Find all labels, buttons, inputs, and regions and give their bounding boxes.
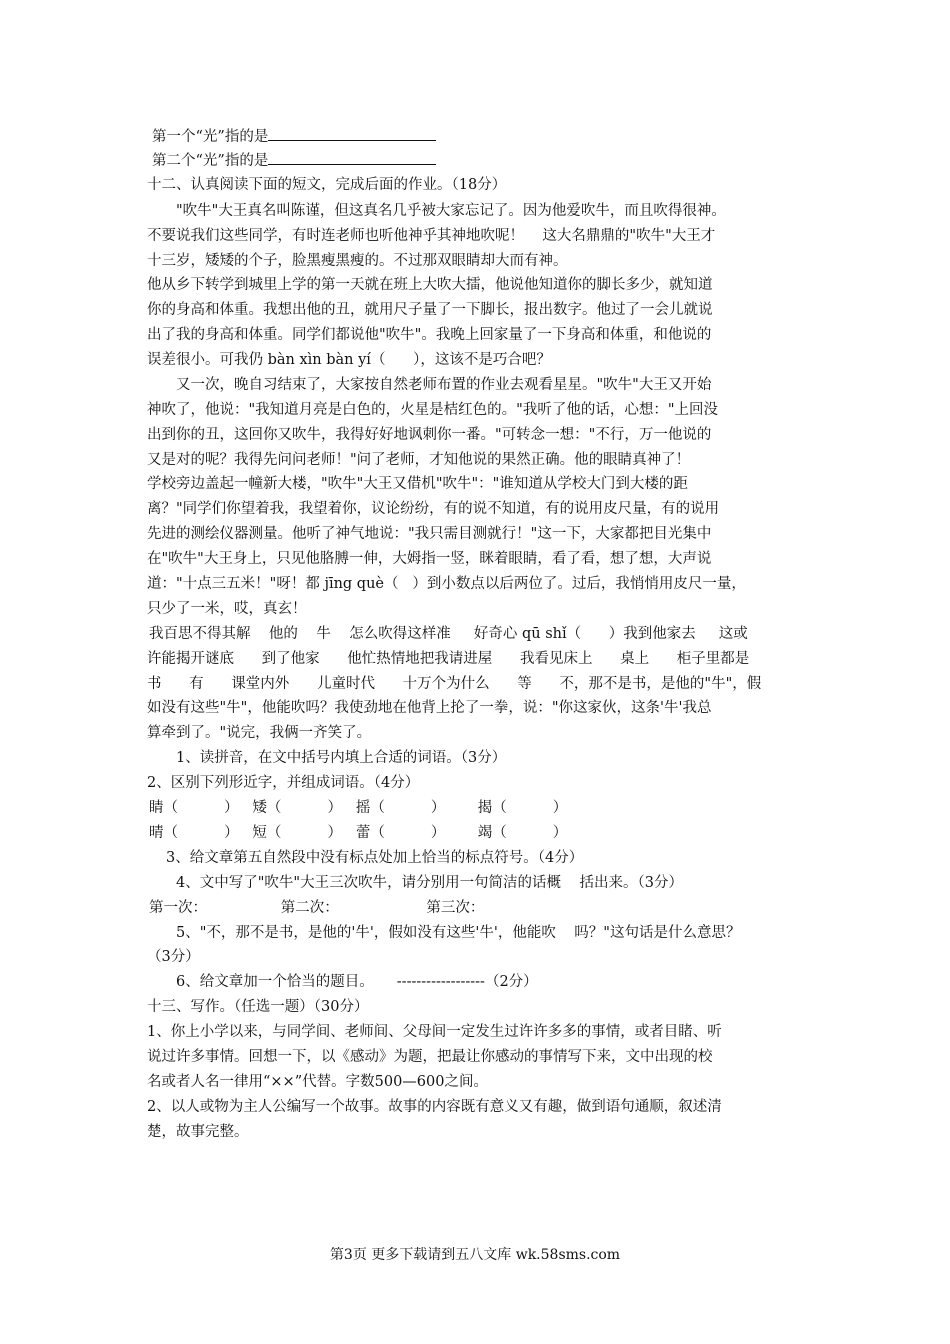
passage-line: 只少了一米，哎，真玄！ [147,601,307,617]
section-12-heading: 十二、认真阅读下面的短文，完成后面的作业。（18分） [147,177,507,193]
fill-blank-line-1: 第一个“光”指的是 [0,127,950,146]
prompt-line: 名或者人名一律用“××”代替。字数500—600之间。 [147,1074,488,1090]
passage-line: 先进的测绘仪器测量。他听了神气地说："我只需目测就行！"这一下，大家都把目光集中 [147,526,712,542]
page-footer: 第3页 更多下载请到五八文库 wk.58sms.com [329,1247,621,1263]
question-1: 1、读拼音，在文中括号内填上合适的词语。（3分） [176,750,507,766]
question-4: 4、文中写了"吹牛"大王三次吹牛，请分别用一句简洁的话概 括出来。（3分） [176,875,683,891]
question-5-score: （3分） [147,949,200,965]
char-row-2: 晴（ ） 短（ ） 蕾（ ） 竭（ ） [149,825,568,841]
question-6: 6、给文章加一个恰当的题目。 ------------------（2分） [176,974,538,990]
passage-line: 算牵到了。"说完，我俩一齐笑了。 [147,725,372,741]
question-2: 2、区别下列形近字，并组成词语。（4分） [147,775,420,791]
answer-blank-2[interactable] [268,151,436,165]
passage-line: 在"吹牛"大王身上，只见他胳膊一伸，大姆指一竖，眯着眼睛，看了看，想了想，大声说 [147,551,712,567]
passage-line: 十三岁，矮矮的个子，脸黑瘦黑瘦的。不过那双眼睛却大而有神。 [147,253,568,269]
passage-line: 道："十点三五米！"呀！都 jīng què（ ）到小数点以后两位了。过后，我悄悄用皮尺一量， [147,576,746,592]
prompt-line: 楚，故事完整。 [147,1124,249,1140]
prompt-line: 说过许多事情。回想一下，以《感动》为题，把最让你感动的事情写下来，文中出现的校 [147,1049,713,1065]
passage-line: 学校旁边盖起一幢新大楼，"吹牛"大王又借机"吹牛"："谁知道从学校大门到大楼的距 [147,476,688,492]
passage-line: 我百思不得其解 他的 牛 怎么吹得这样准 好奇心 qū shǐ（ ）我到他家去 这或 [149,626,748,642]
passage-line: 许能揭开谜底 到了他家 他忙热情地把我请进屋 我看见床上 桌上 柜子里都是 [147,651,750,667]
fill-blank-line-2: 第二个“光”指的是 [0,151,950,170]
question-5: 5、"不，那不是书，是他的'牛'，假如没有这些'牛'，他能吹 吗？"这句话是什么意思？ [176,925,741,941]
passage-line: "吹牛"大王真名叫陈谨，但这真名几乎被大家忘记了。因为他爱吹牛，而且吹得很神。 [176,203,726,219]
prompt-line: 1、你上小学以来，与同学间、老师间、父母间一定发生过许许多多的事情，或者目睹、听 [147,1024,722,1040]
passage-line: 不要说我们这些同学，有时连老师也听他神乎其神地吹呢！ 这大名鼎鼎的"吹牛"大王才 [147,228,716,244]
passage-line: 神吹了，他说："我知道月亮是白色的，火星是桔红色的。"我听了他的话，心想："上回没 [147,402,719,418]
char-row-1: 睛（ ） 矮（ ） 摇（ ） 揭（ ） [149,800,568,816]
prompt-line: 2、以人或物为主人公编写一个故事。故事的内容既有意义又有趣，做到语句通顺，叙述清 [147,1099,722,1115]
section-13-heading: 十三、写作。（任选一题）（30分） [147,999,369,1015]
passage-line: 又一次，晚自习结束了，大家按自然老师布置的作业去观看星星。"吹牛"大王又开始 [176,377,712,393]
passage-line: 出了我的身高和体重。同学们都说他"吹牛"。我晚上回家量了一下身高和体重，和他说的 [147,327,712,343]
answer-labels: 第一次： 第二次： 第三次： [149,900,485,916]
passage-line: 你的身高和体重。我想出他的丑，就用尺子量了一下脚长，报出数字。他过了一会儿就说 [147,302,713,318]
passage-line: 他从乡下转学到城里上学的第一天就在班上大吹大擂，他说他知道你的脚长多少，就知道 [147,277,713,293]
passage-line: 误差很小。可我仍 bàn xìn bàn yí（ ），这该不是巧合吧？ [147,352,551,368]
answer-blank-1[interactable] [268,127,436,141]
passage-line: 书 有 课堂内外 儿童时代 十万个为什么 等 不，那不是书，是他的"牛"，假 [147,676,762,692]
passage-line: 出到你的丑，这回你又吹牛，我得好好地讽刺你一番。"可转念一想："不行，万一他说的 [147,427,712,443]
passage-line: 离？"同学们你望着我，我望着你，议论纷纷，有的说不知道，有的说用皮尺量，有的说用 [147,501,720,517]
passage-line: 又是对的呢？我得先问问老师！"问了老师，才知他说的果然正确。他的眼睛真神了！ [147,452,691,468]
passage-line: 如没有这些"牛"，他能吹吗？我使劲地在他背上抡了一拳，说："你这家伙，这条'牛'我总 [147,700,712,716]
question-3: 3、给文章第五自然段中没有标点处加上恰当的标点符号。（4分） [166,850,584,866]
